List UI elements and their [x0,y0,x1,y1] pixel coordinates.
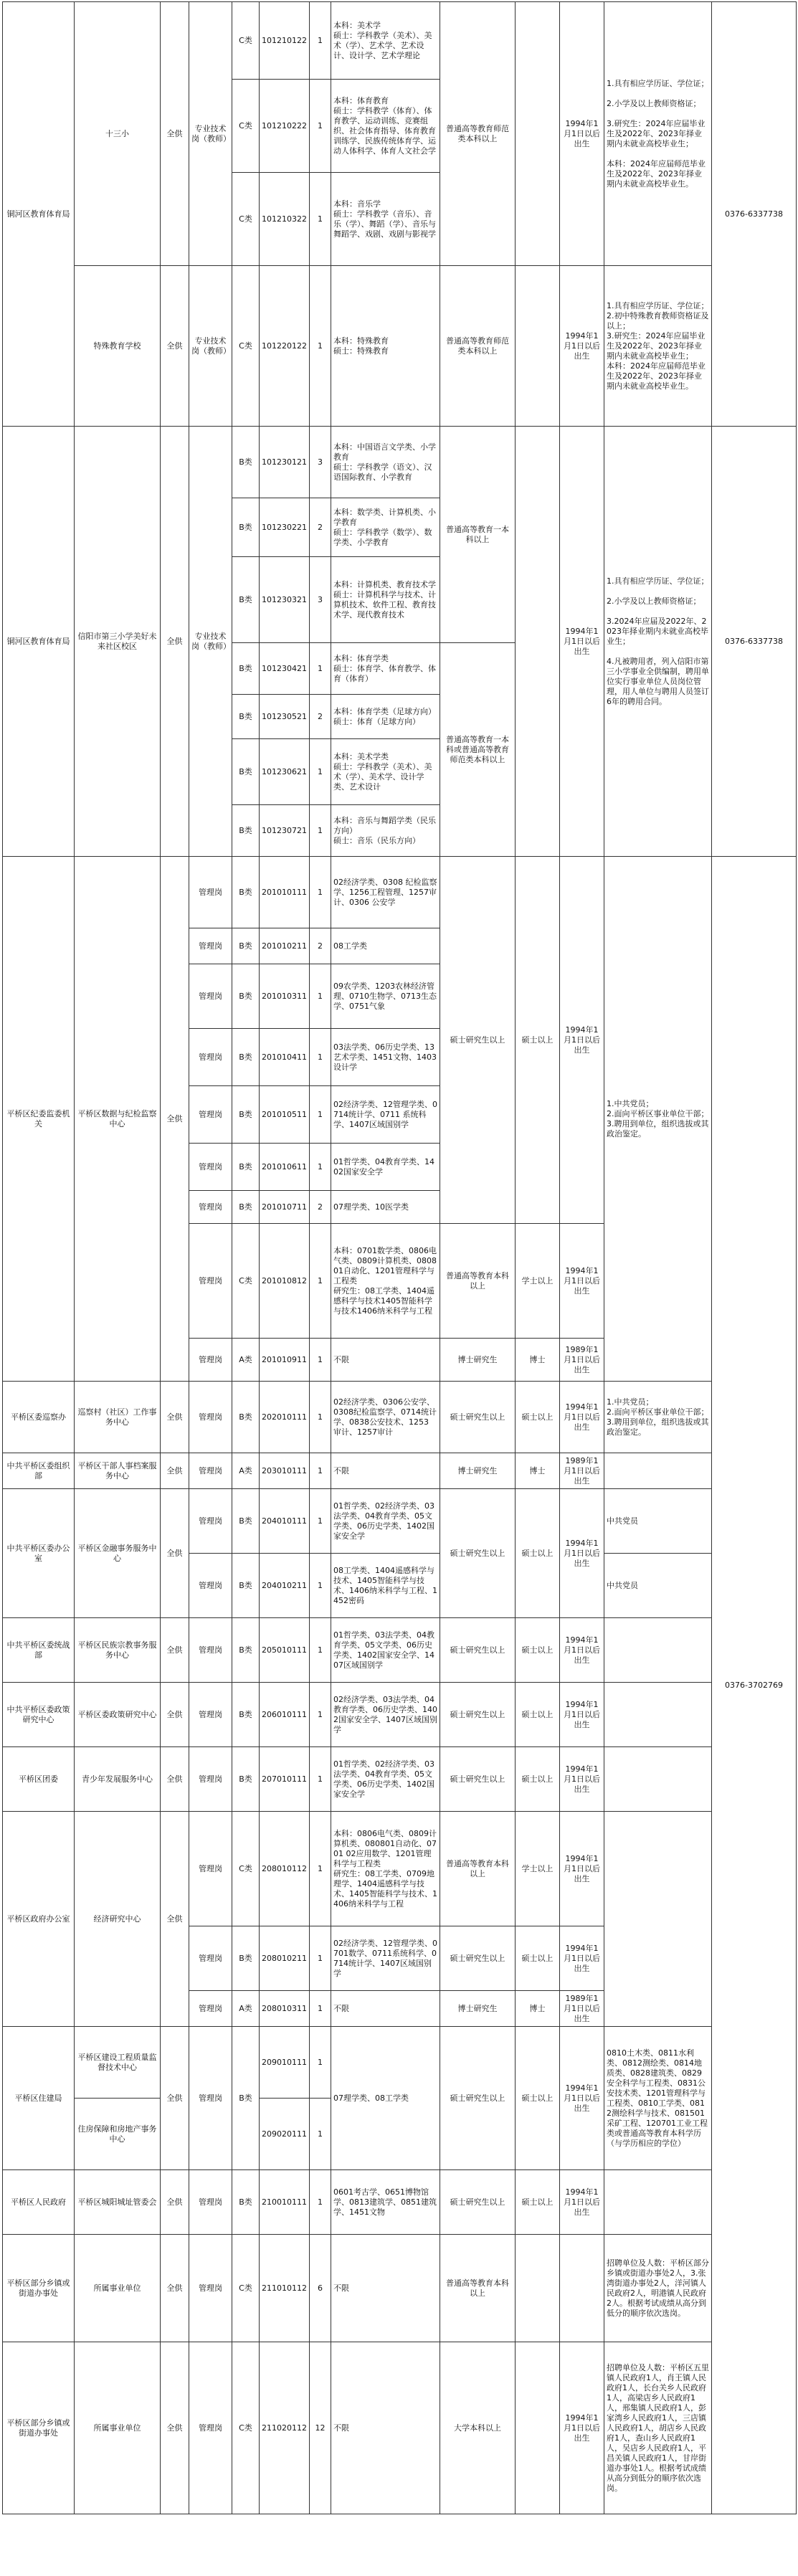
degree-cell: 硕士以上 [516,1382,560,1453]
class-cell: C类 [232,266,260,427]
class-cell: B类 [232,805,260,857]
age-cell: 1994年1月1日以后出生 [560,1224,604,1339]
other-cell: 0810土木类、0811水利类、0812测绘类、0814地质类、0828建筑类、0829安全科学与工程类、0831公安技术类、1201管理科学与工程类、0810工学类、0812测绘科学与技术、081501采矿工程、120701工业工程类或普通高等教育本科学历（与学历相应的学位） [604,2027,712,2170]
post-type-cell: 管理岗 [189,1453,232,1489]
funding-cell: 全供 [161,1489,189,1618]
class-cell: B类 [232,1683,260,1747]
post-type-cell: 管理岗 [189,1618,232,1683]
num-cell: 12 [310,2342,331,2514]
major-cell: 01哲学类、02经济学类、03法学类、04教育学类、05文学类、06历史学类、1402国家安全学 [331,1489,440,1554]
code-cell: 201010812 [260,1224,310,1339]
num-cell: 1 [310,739,331,805]
num-cell: 1 [310,2,331,80]
num-cell: 1 [310,1991,331,2027]
code-cell: 203010111 [260,1453,310,1489]
code-cell: 201010211 [260,928,310,964]
age-cell: 1989年1月1日以后出生 [560,1339,604,1382]
degree-cell [516,2235,560,2342]
major-cell: 02经济学类、12管理学类、0701数学、0711系统科学、0714统计学、1407区域国别学 [331,1926,440,1991]
post-type-cell: 管理岗 [189,1144,232,1191]
dept-cell: 中共平桥区委组织部 [3,1453,75,1489]
edu-cell: 硕士研究生以上 [440,1926,516,1991]
degree-cell: 博士 [516,1991,560,2027]
class-cell: B类 [232,1489,260,1554]
unit-cell: 青少年发展服务中心 [75,1747,161,1812]
major-cell: 本科：体育教育 硕士：学科教学（体育）、体育教学、运动训练、竞赛组织、社会体育指导、体育教育训练学、民族传统体育学、运动人体科学、体育人文社会学 [331,80,440,173]
class-cell: C类 [232,2235,260,2342]
age-cell: 1989年1月1日以后出生 [560,1453,604,1489]
edu-cell: 硕士研究生以上 [440,1683,516,1747]
code-cell: 201010111 [260,857,310,928]
degree-cell [516,2342,560,2514]
num-cell: 1 [310,1382,331,1453]
class-cell: C类 [232,1224,260,1339]
major-cell: 01哲学类、02经济学类、03法学类、04教育学类、05文学类、06历史学类、1402国家安全学 [331,1747,440,1812]
unit-cell: 巡察村（社区）工作事务中心 [75,1382,161,1453]
major-cell: 01哲学类、04教育学类、1402国家安全学 [331,1144,440,1191]
num-cell: 1 [310,173,331,266]
dept-cell: 平桥区住建局 [3,2027,75,2170]
dept-cell: 铜河区教育体育局 [3,427,75,857]
code-cell: 101210122 [260,2,310,80]
post-type-cell: 管理岗 [189,1554,232,1618]
post-type-cell: 专业技术岗（教师） [189,266,232,427]
post-type-cell: 管理岗 [189,928,232,964]
num-cell: 1 [310,1339,331,1382]
other-cell [604,2170,712,2235]
dept-cell: 平桥区委巡察办 [3,1382,75,1453]
code-cell: 101230221 [260,498,310,557]
unit-cell: 特殊教育学校 [75,266,161,427]
funding-cell: 全供 [161,266,189,427]
code-cell: 101210222 [260,80,310,173]
dept-cell: 中共平桥区委办公室 [3,1489,75,1618]
num-cell: 1 [310,1489,331,1554]
class-cell: B类 [232,1029,260,1086]
funding-cell: 全供 [161,1812,189,2027]
class-cell: B类 [232,1554,260,1618]
code-cell: 101220122 [260,266,310,427]
num-cell: 2 [310,498,331,557]
num-cell: 1 [310,1747,331,1812]
unit-cell: 平桥区金融事务服务中心 [75,1489,161,1618]
other-cell [604,1453,712,1489]
code-cell: 101230521 [260,695,310,739]
code-cell: 204010111 [260,1489,310,1554]
class-cell: A类 [232,1339,260,1382]
class-cell: C类 [232,80,260,173]
post-type-cell: 管理岗 [189,2235,232,2342]
class-cell: B类 [232,1191,260,1224]
num-cell: 1 [310,2027,331,2099]
edu-cell: 博士研究生 [440,1991,516,2027]
major-cell: 不限 [331,2342,440,2514]
major-cell: 不限 [331,2235,440,2342]
major-cell: 08工学类 [331,928,440,964]
major-cell: 02经济学类、03法学类、04教育学类、06历史学类、1402国家安全学、1407区域国别学 [331,1683,440,1747]
num-cell: 1 [310,964,331,1029]
funding-cell: 全供 [161,2170,189,2235]
edu-cell: 大学本科以上 [440,2342,516,2514]
num-cell: 1 [310,1086,331,1144]
num-cell: 2 [310,695,331,739]
unit-cell: 十三小 [75,2,161,266]
edu-cell: 硕士研究生以上 [440,1618,516,1683]
class-cell: C类 [232,1812,260,1926]
unit-cell: 住房保障和房地产事务中心 [75,2099,161,2170]
code-cell: 201010511 [260,1086,310,1144]
major-cell: 本科：体育学类 硕士：体育学、体育教学、体育（体育） [331,643,440,695]
unit-cell: 平桥区委政策研究中心 [75,1683,161,1747]
degree-cell: 硕士以上 [516,2170,560,2235]
other-cell: 1.具有相应学历证、学位证； 2.初中特殊教育教师资格证及以上； 3.研究生：2024年应届毕业生及2022年、2023年择业期内未就业高校毕业生； 本科：2024年应届师范毕业生及2022年、2023年择业期内未就业高校毕业生。 [604,266,712,427]
other-cell: 招聘单位及人数：平桥区五里镇人民政府1人，肖王镇人民政府1人，长台关乡人民政府1人，高梁店乡人民政府1人，邢集镇人民政府1人，彭家湾乡人民政府1人，三店镇人民政府1人，胡店乡人民政府1人，查山乡人民政府1人，吴店乡人民政府1人，平昌关镇人民政府1人，甘岸街道办事处1人。根据考试成绩从高分到低分的顺序依次选岗。 [604,2342,712,2514]
num-cell: 2 [310,928,331,964]
edu-cell: 普通高等教育师范类本科以上 [440,266,516,427]
num-cell: 1 [310,2099,331,2170]
edu-cell: 普通高等教育本科以上 [440,1224,516,1339]
degree-cell: 博士 [516,1453,560,1489]
post-type-cell: 管理岗 [189,1489,232,1554]
code-cell: 201010411 [260,1029,310,1086]
code-cell: 211020112 [260,2342,310,2514]
dept-cell: 中共平桥区委政策研究中心 [3,1683,75,1747]
code-cell: 206010111 [260,1683,310,1747]
major-cell: 本科：0806电气类、0809计算机类、080801自动化、0701 02应用数学、1201管理科学与工程类 研究生：08工学类、0709地理学、1404遥感科学与技术、1405智能科学与技术、1406纳米科学与工程 [331,1812,440,1926]
num-cell: 1 [310,1453,331,1489]
class-cell: B类 [232,928,260,964]
age-cell: 1994年1月1日以后出生 [560,1747,604,1812]
class-cell: B类 [232,857,260,928]
unit-cell: 平桥区建设工程质量监督技术中心 [75,2027,161,2099]
phone-cell: 0376-6337738 [712,2,797,427]
other-cell: 1.具有相应学历证、学位证； 2.小学及以上教师资格证； 3.2024年应届及2022年、2023年择业期内未就业高校毕业生； 4.凡被聘用者，列入信阳市第三小学事业全供编制，聘用单位实行事业单位人员岗位管理，用人单位与聘用人员签订6年的聘用合同。 [604,427,712,857]
edu-cell: 普通高等教育一本科以上 [440,427,516,643]
edu-cell: 普通高等教育一本科或普通高等教育师范类本科以上 [440,643,516,857]
post-type-cell: 管理岗 [189,2027,232,2170]
class-cell: C类 [232,2342,260,2514]
class-cell: B类 [232,1926,260,1991]
age-cell: 1994年1月1日以后出生 [560,1683,604,1747]
other-cell [604,1618,712,1683]
funding-cell: 全供 [161,2342,189,2514]
code-cell: 207010111 [260,1747,310,1812]
dept-cell: 中共平桥区委统战部 [3,1618,75,1683]
major-cell: 本科：音乐学 硕士：学科教学（音乐）、音乐（学）、舞蹈（学）、音乐与舞蹈学、戏剧、戏剧与影视学 [331,173,440,266]
class-cell: B类 [232,427,260,498]
code-cell: 210010111 [260,2170,310,2235]
recruitment-table [2,1,797,2514]
funding-cell: 全供 [161,1382,189,1453]
degree-cell: 硕士以上 [516,1683,560,1747]
age-cell: 1989年1月1日以后出生 [560,1991,604,2027]
dept-cell: 平桥区部分乡镇或街道办事处 [3,2342,75,2514]
age-cell: 1994年1月1日以后出生 [560,2342,604,2514]
edu-cell: 硕士研究生以上 [440,857,516,1224]
degree-cell: 学士以上 [516,1224,560,1339]
post-type-cell: 专业技术岗（教师） [189,2,232,266]
age-cell: 1994年1月1日以后出生 [560,1489,604,1618]
major-cell: 不限 [331,1339,440,1382]
phone-cell: 0376-3702769 [712,857,797,2514]
age-cell: 1994年1月1日以后出生 [560,2,604,266]
dept-cell: 铜河区教育体育局 [3,2,75,427]
degree-cell [516,266,560,427]
dept-cell: 平桥区部分乡镇或街道办事处 [3,2235,75,2342]
num-cell: 1 [310,1812,331,1926]
degree-cell: 硕士以上 [516,1926,560,1991]
post-type-cell: 管理岗 [189,1086,232,1144]
code-cell: 202010111 [260,1382,310,1453]
unit-cell: 平桥区干部人事档案服务中心 [75,1453,161,1489]
funding-cell: 全供 [161,427,189,857]
num-cell: 1 [310,1224,331,1339]
post-type-cell: 管理岗 [189,2342,232,2514]
degree-cell: 硕士以上 [516,857,560,1224]
class-cell: B类 [232,695,260,739]
funding-cell: 全供 [161,1747,189,1812]
edu-cell: 硕士研究生以上 [440,2170,516,2235]
unit-cell: 信阳市第三小学美好未来社区校区 [75,427,161,857]
major-cell: 02经济学类、0306公安学、0308纪检监察学、0714统计学、0838公安技术、1253 审计、1257审计 [331,1382,440,1453]
num-cell: 1 [310,1926,331,1991]
major-cell: 09农学类、1203农林经济管理、0710生物学、0713生态学、0751气象 [331,964,440,1029]
dept-cell: 平桥区政府办公室 [3,1812,75,2027]
post-type-cell: 管理岗 [189,964,232,1029]
code-cell: 201010711 [260,1191,310,1224]
code-cell: 101230621 [260,739,310,805]
num-cell: 1 [310,1144,331,1191]
unit-cell: 平桥区民族宗教事务服务中心 [75,1618,161,1683]
code-cell: 101230321 [260,557,310,643]
major-cell: 07理学类、10医学类 [331,1191,440,1224]
age-cell: 1994年1月1日以后出生 [560,1382,604,1453]
other-cell: 招聘单位及人数：平桥区部分乡镇或街道办事处2人，3.张湾街道办事处2人，洋河镇人民政府2人，明港镇人民政府2人。根据考试成绩从高分到低分的顺序依次选岗。 [604,2235,712,2342]
major-cell: 本科：音乐与舞蹈学类（民乐方向） 硕士：音乐（民乐方向） [331,805,440,857]
class-cell: B类 [232,1144,260,1191]
class-cell: C类 [232,173,260,266]
major-cell: 本科：体育学类（足球方向） 硕士：体育（足球方向） [331,695,440,739]
unit-cell: 平桥区城阳城址管委会 [75,2170,161,2235]
funding-cell: 全供 [161,2027,189,2170]
code-cell: 208010211 [260,1926,310,1991]
num-cell: 1 [310,2170,331,2235]
other-cell [604,1747,712,1812]
post-type-cell: 管理岗 [189,1382,232,1453]
post-type-cell: 管理岗 [189,1683,232,1747]
class-cell: B类 [232,964,260,1029]
code-cell: 101230721 [260,805,310,857]
funding-cell: 全供 [161,2235,189,2342]
other-cell: 中共党员 [604,1489,712,1554]
code-cell: 205010111 [260,1618,310,1683]
num-cell: 3 [310,427,331,498]
code-cell: 209010111 [260,2027,310,2099]
edu-cell: 硕士研究生以上 [440,1747,516,1812]
other-cell: 1.中共党员； 2.面向平桥区事业单位干部； 3.聘用到单位，组织选拔或其政治鉴定。 [604,857,712,1382]
age-cell: 1994年1月1日以后出生 [560,1618,604,1683]
post-type-cell: 管理岗 [189,1926,232,1991]
major-cell: 本科：0701数学类、0806电气类、0809计算机类、080801自动化、1201管理科学与工程类 研究生：08工学类、1404遥感科学与技术1405智能科学与技术1406纳米科学与工程 [331,1224,440,1339]
num-cell: 1 [310,1618,331,1683]
major-cell: 08工学类、1404遥感科学与技术、1405智能科学与技术、1406纳米科学与工程、1452密码 [331,1554,440,1618]
other-cell: 1.具有相应学历证、学位证； 2.小学及以上教师资格证； 3.研究生：2024年应届毕业生及2022年、2023年择业期内未就业高校毕业生； 本科：2024年应届师范毕业生及2022年、2023年择业期内未就业高校毕业生。 [604,2,712,266]
num-cell: 1 [310,857,331,928]
major-cell: 本科：数学类、计算机类、小学教育 硕士：学科教学（数学）、数学类、小学教育 [331,498,440,557]
age-cell: 1994年1月1日以后出生 [560,2170,604,2235]
funding-cell: 全供 [161,1453,189,1489]
post-type-cell: 管理岗 [189,1029,232,1086]
degree-cell: 博士 [516,1339,560,1382]
code-cell: 101230421 [260,643,310,695]
age-cell: 1994年1月1日以后出生 [560,2027,604,2170]
num-cell: 1 [310,643,331,695]
code-cell: 201010911 [260,1339,310,1382]
major-cell: 0601考古学、0651博物馆学、0813建筑学、0851建筑学、1451文物 [331,2170,440,2235]
edu-cell: 硕士研究生以上 [440,1382,516,1453]
post-type-cell: 管理岗 [189,1339,232,1382]
major-cell: 本科：美术学类 硕士：学科教学（美术）、美术（学）、美术学、设计学类、艺术设计 [331,739,440,805]
major-cell: 02经济学类、0308 纪检监察学、1256工程管理、1257审计、0306 公安学 [331,857,440,928]
class-cell: B类 [232,557,260,643]
code-cell: 201010311 [260,964,310,1029]
phone-cell: 0376-6337738 [712,427,797,857]
post-type-cell: 管理岗 [189,1224,232,1339]
unit-cell: 平桥区数据与纪检监察中心 [75,857,161,1382]
num-cell: 1 [310,1029,331,1086]
funding-cell: 全供 [161,857,189,1382]
major-cell: 07理学类、08工学类 [331,2027,440,2170]
other-cell [604,1683,712,1747]
major-cell: 03法学类、06历史学类、13艺术学类、1451文物、1403设计学 [331,1029,440,1086]
other-cell: 中共党员 [604,1554,712,1618]
code-cell: 201010611 [260,1144,310,1191]
funding-cell: 全供 [161,2,189,266]
code-cell: 101230121 [260,427,310,498]
funding-cell: 全供 [161,1683,189,1747]
class-cell: B类 [232,1382,260,1453]
degree-cell: 硕士以上 [516,2027,560,2170]
class-cell: B类 [232,1618,260,1683]
major-cell: 本科：美术学 硕士：学科教学（美术）、美术（学）、艺术学、艺术设计、设计学、艺术学理论 [331,2,440,80]
edu-cell: 普通高等教育本科以上 [440,1812,516,1926]
other-cell: 1.中共党员； 2.面向平桥区事业单位干部； 3.聘用到单位，组织选拔或其政治鉴定。 [604,1382,712,1453]
code-cell: 204010211 [260,1554,310,1618]
num-cell: 3 [310,557,331,643]
edu-cell: 普通高等教育本科以上 [440,2235,516,2342]
edu-cell: 博士研究生 [440,1339,516,1382]
num-cell: 2 [310,1191,331,1224]
code-cell: 211010112 [260,2235,310,2342]
class-cell: A类 [232,1453,260,1489]
code-cell: 101210322 [260,173,310,266]
degree-cell: 硕士以上 [516,1747,560,1812]
edu-cell: 硕士研究生以上 [440,2027,516,2170]
class-cell: A类 [232,1991,260,2027]
code-cell: 209020111 [260,2099,310,2170]
class-cell: B类 [232,2170,260,2235]
post-type-cell: 管理岗 [189,2170,232,2235]
num-cell: 1 [310,1554,331,1618]
class-cell: B类 [232,643,260,695]
class-cell: B类 [232,1086,260,1144]
edu-cell: 普通高等教育师范类本科以上 [440,2,516,266]
code-cell: 208010112 [260,1812,310,1926]
major-cell: 本科：特殊教育 硕士：特殊教育 [331,266,440,427]
major-cell: 本科：中国语言文学类、小学教育 硕士：学科教学（语文）、汉语国际教育、小学教育 [331,427,440,498]
degree-cell: 学士以上 [516,1812,560,1926]
num-cell: 1 [310,805,331,857]
major-cell: 本科：计算机类、教育技术学 硕士：计算机科学与技术、计算机技术、软件工程、教育技术学、现代教育技术 [331,557,440,643]
unit-cell: 所属事业单位 [75,2235,161,2342]
post-type-cell: 管理岗 [189,1812,232,1926]
unit-cell: 经济研究中心 [75,1812,161,2027]
degree-cell [516,2,560,266]
major-cell: 02经济学类、12管理学类、0714统计学、0711 系统科学、1407区域国别学 [331,1086,440,1144]
post-type-cell: 管理岗 [189,1191,232,1224]
age-cell [560,2235,604,2342]
post-type-cell: 管理岗 [189,1991,232,2027]
class-cell: B类 [232,2027,260,2170]
degree-cell [516,427,560,857]
post-type-cell: 管理岗 [189,857,232,928]
class-cell: B类 [232,739,260,805]
age-cell: 1994年1月1日以后出生 [560,266,604,427]
num-cell: 1 [310,266,331,427]
class-cell: B类 [232,1747,260,1812]
class-cell: C类 [232,2,260,80]
post-type-cell: 专业技术岗（教师） [189,427,232,857]
num-cell: 1 [310,1683,331,1747]
code-cell: 208010311 [260,1991,310,2027]
age-cell: 1994年1月1日以后出生 [560,1812,604,1926]
class-cell: B类 [232,498,260,557]
age-cell: 1994年1月1日以后出生 [560,1926,604,1991]
unit-cell: 所属事业单位 [75,2342,161,2514]
num-cell: 6 [310,2235,331,2342]
edu-cell: 硕士研究生以上 [440,1489,516,1618]
age-cell: 1994年1月1日以后出生 [560,857,604,1224]
dept-cell: 平桥区人民政府 [3,2170,75,2235]
major-cell: 不限 [331,1991,440,2027]
funding-cell: 全供 [161,1618,189,1683]
degree-cell: 硕士以上 [516,1489,560,1618]
major-cell: 不限 [331,1453,440,1489]
post-type-cell: 管理岗 [189,1747,232,1812]
dept-cell: 平桥区团委 [3,1747,75,1812]
edu-cell: 博士研究生 [440,1453,516,1489]
degree-cell: 硕士以上 [516,1618,560,1683]
num-cell: 1 [310,80,331,173]
age-cell: 1994年1月1日以后出生 [560,427,604,857]
dept-cell: 平桥区纪委监委机关 [3,857,75,1382]
other-cell [604,1812,712,2027]
major-cell: 01哲学类、03法学类、04教育学类、05文学类、06历史学类、1402国家安全学、1407区域国别学 [331,1618,440,1683]
